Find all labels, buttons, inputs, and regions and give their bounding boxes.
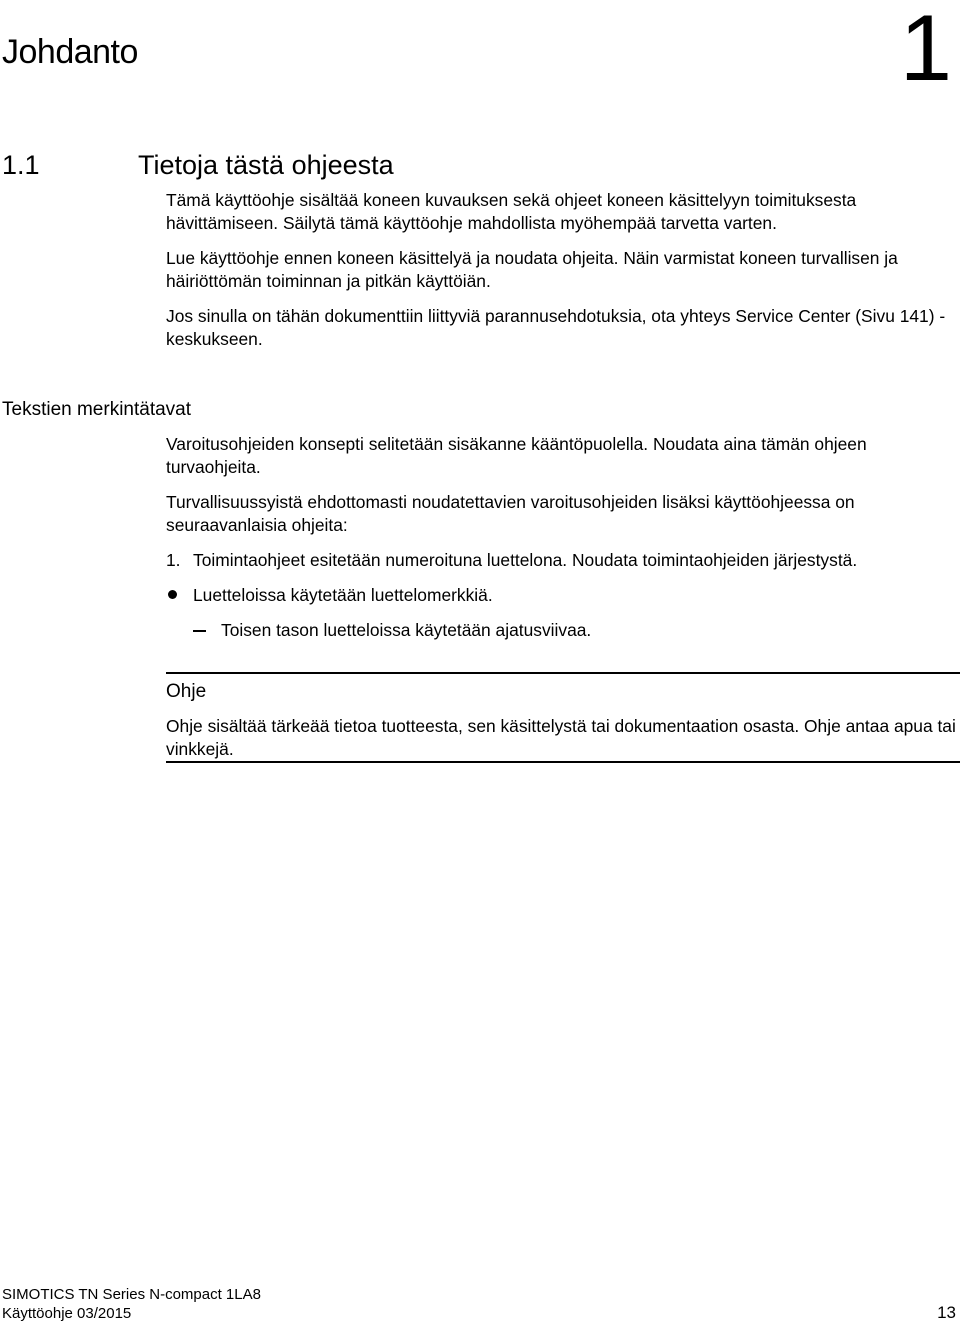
section-number: 1.1 [2,150,40,180]
conventions-heading: Tekstien merkintätavat [2,399,192,420]
numbered-list-marker: 1. [166,550,181,570]
note-top-rule [166,672,960,674]
dash-list-item: Toisen tason luetteloissa käytetään ajatusviivaa. [221,620,592,640]
feedback-paragraph: Jos sinulla on tähän dokumenttiin liittyviä parannusehdotuksia, ota yhteys Service Center (Sivu 141) -keskukseen. [166,306,946,349]
warning-concept-paragraph: Varoitusohjeiden konsepti selitetään sisäkanne kääntöpuolella. Noudata aina tämän ohjeen turvaohjeita. [166,434,867,477]
bullet-icon [168,590,177,599]
section-title: Tietoja tästä ohjeesta [138,150,394,180]
read-instructions-paragraph: Lue käyttöohje ennen koneen käsittelyä ja noudata ohjeita. Näin varmistat koneen turvallisen ja häiriöttömän toiminnan ja pitkän käyttöiän. [166,248,898,291]
bullet-list-item: Luetteloissa käytetään luettelomerkkiä. [193,585,493,605]
note-text: Ohje sisältää tärkeää tietoa tuotteesta, sen käsittelystä tai dokumentaation osasta. Ohje antaa apua tai vinkkejä. [166,716,956,759]
chapter-title: Johdanto [2,33,138,71]
footer-product: SIMOTICS TN Series N-compact 1LA8 [2,1286,261,1303]
dash-icon [193,630,206,632]
footer-document: Käyttöohje 03/2015 [2,1305,132,1322]
intro-paragraph: Tämä käyttöohje sisältää koneen kuvauksen sekä ohjeet koneen käsittelyyn toimituksesta hävittämiseen. Säilytä tämä käyttöohje mahdollista myöhempää tarvetta varten. [166,190,857,233]
note-bottom-rule [166,761,960,763]
instruction-types-paragraph: Turvallisuussyistä ehdottomasti noudatettavien varoitusohjeiden lisäksi käyttöohjeessa on seuraavanlaisia ohjeita: [166,492,855,535]
note-title: Ohje [166,681,207,702]
page-number: 13 [937,1303,956,1322]
numbered-list-item: Toimintaohjeet esitetään numeroituna luettelona. Noudata toimintaohjeiden järjestystä. [193,550,858,570]
chapter-number: 1 [899,0,952,100]
